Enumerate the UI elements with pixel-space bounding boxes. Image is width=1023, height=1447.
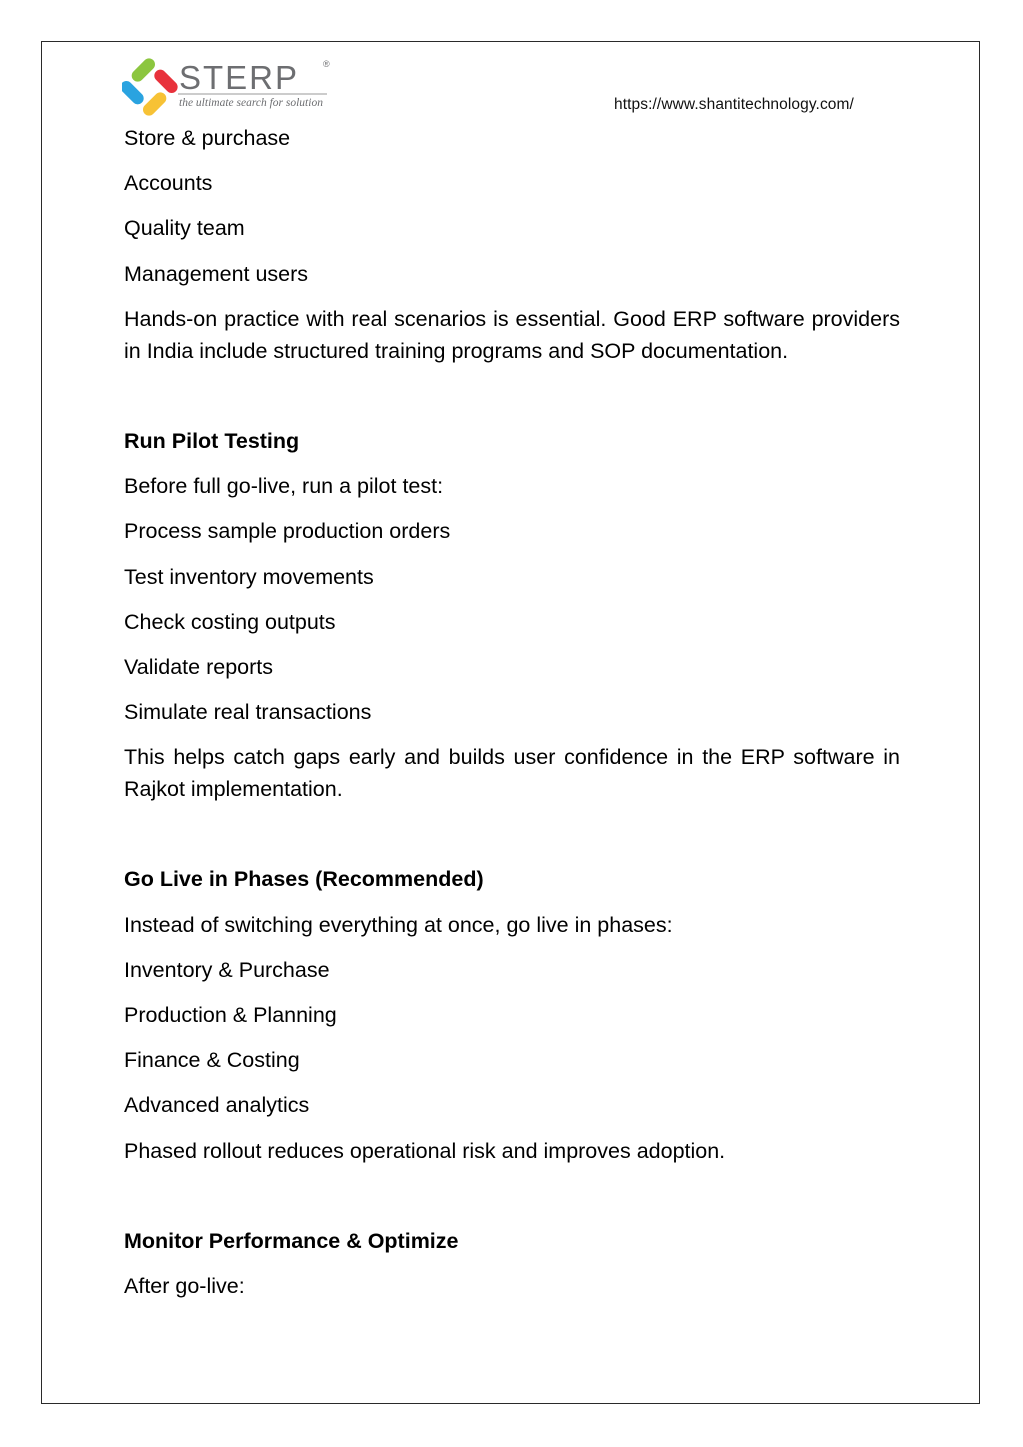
list-item: Finance & Costing [124,1048,300,1073]
logo-brand-text: STERP [179,59,300,96]
list-item: Validate reports [124,654,273,679]
spacer [124,380,900,425]
spacer [124,818,900,863]
logo-graphic [122,58,337,116]
list-item: Process sample production orders [124,519,451,544]
list-item: Quality team [124,216,245,241]
sterp-logo [122,58,337,116]
logo-blue-bar [122,79,146,107]
list-item: Store & purchase [124,126,291,150]
phases-note: Phased rollout reduces operational risk and improves adoption. [124,1138,726,1163]
pilot-note: This helps catch gaps early and builds user confidence in the ERP software in Rajkot implementation. [124,745,900,802]
list-item: Advanced analytics [124,1093,310,1118]
training-note: Hands-on practice with real scenarios is essential. Good ERP software providers in India include structured training programs and SOP documentation. [124,306,900,363]
list-item: Test inventory movements [124,564,374,589]
logo-registered-mark: ® [323,59,330,69]
monitor-intro: After go-live: [124,1273,245,1298]
logo-yellow-bar [141,90,169,116]
list-item: Production & Planning [124,1003,337,1027]
list-item: Check costing outputs [124,609,336,634]
phases-intro: Instead of switching everything at once, go live in phases: [124,912,673,937]
logo-diamond-icon [122,58,180,116]
site-url[interactable]: https://www.shantitechnology.com/ [614,96,854,113]
list-item: Management users [124,261,309,286]
spacer [124,1180,900,1225]
logo-green-bar [129,58,157,84]
section-heading-phases: Go Live in Phases (Recommended) [124,867,484,892]
list-item: Inventory & Purchase [124,957,330,982]
list-item: Simulate real transactions [124,700,372,725]
logo-tagline: the ultimate search for solution [179,97,323,109]
list-item: Accounts [124,171,213,196]
pilot-intro: Before full go-live, run a pilot test: [124,474,444,499]
section-heading-pilot: Run Pilot Testing [124,428,300,453]
document-body [124,122,900,1315]
logo-red-bar [152,67,180,95]
section-heading-monitor: Monitor Performance & Optimize [124,1228,459,1253]
